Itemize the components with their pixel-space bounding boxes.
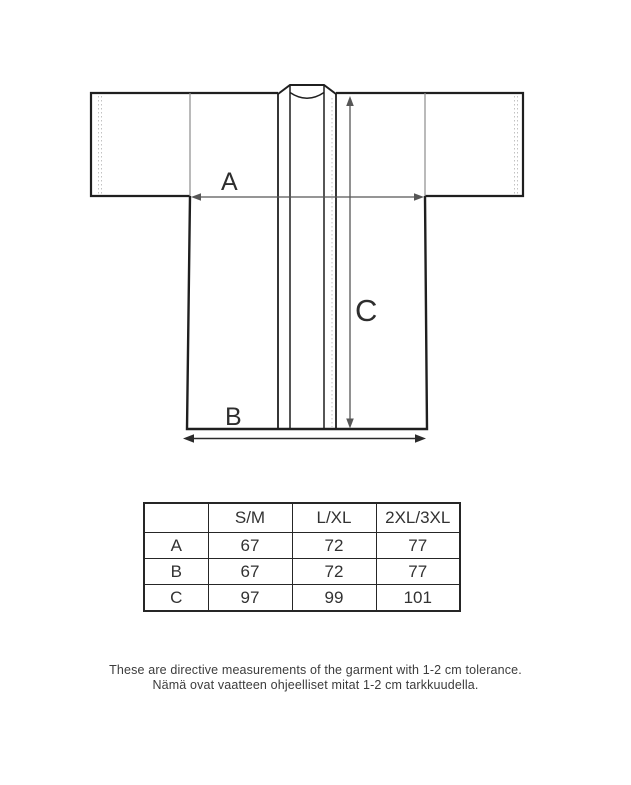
dimension-a-arrowhead-right (414, 193, 424, 201)
left-cuff-stitch-lines (99, 96, 102, 194)
dimension-c-arrowhead-top (346, 96, 354, 106)
dimension-c-arrowhead-bottom (346, 419, 354, 429)
value-b-2xl3xl: 77 (376, 559, 460, 585)
size-table-col-2xl3xl: 2XL/3XL (376, 503, 460, 533)
tolerance-note (0, 663, 631, 693)
value-c-lxl: 99 (292, 585, 376, 612)
tolerance-note-en: These are directive measurements of the garment with 1-2 cm tolerance. (109, 663, 522, 677)
right-cuff-stitch-lines (515, 96, 518, 194)
table-row-c (144, 585, 460, 612)
body-outline (187, 196, 427, 429)
table-row-b (144, 559, 460, 585)
size-table (143, 502, 461, 612)
value-a-2xl3xl: 77 (376, 533, 460, 559)
tolerance-note-fi: Nämä ovat vaatteen ohjeelliset mitat 1-2 cm tarkkuudella. (152, 678, 479, 692)
dimension-a-arrowhead-left (191, 193, 201, 201)
value-c-2xl3xl: 101 (376, 585, 460, 612)
dimension-b-arrowhead-right (415, 434, 426, 442)
size-table-col-sm: S/M (208, 503, 292, 533)
row-label-a: A (144, 533, 208, 559)
collar-top-outline (278, 85, 336, 94)
dimension-b-arrowhead-left (183, 434, 194, 442)
neckline-curve (290, 93, 324, 99)
value-a-lxl: 72 (292, 533, 376, 559)
value-c-sm: 97 (208, 585, 292, 612)
size-table-header-row (144, 503, 460, 533)
value-b-sm: 67 (208, 559, 292, 585)
row-label-b: B (144, 559, 208, 585)
value-a-sm: 67 (208, 533, 292, 559)
left-sleeve-outline (91, 93, 278, 196)
label-c: C (355, 293, 378, 328)
right-sleeve-outline (336, 93, 523, 196)
size-table-col-lxl: L/XL (292, 503, 376, 533)
value-b-lxl: 72 (292, 559, 376, 585)
row-label-c: C (144, 585, 208, 612)
size-table-corner-cell (144, 503, 208, 533)
label-a: A (221, 168, 238, 196)
label-b: B (225, 403, 242, 431)
table-row-a (144, 533, 460, 559)
